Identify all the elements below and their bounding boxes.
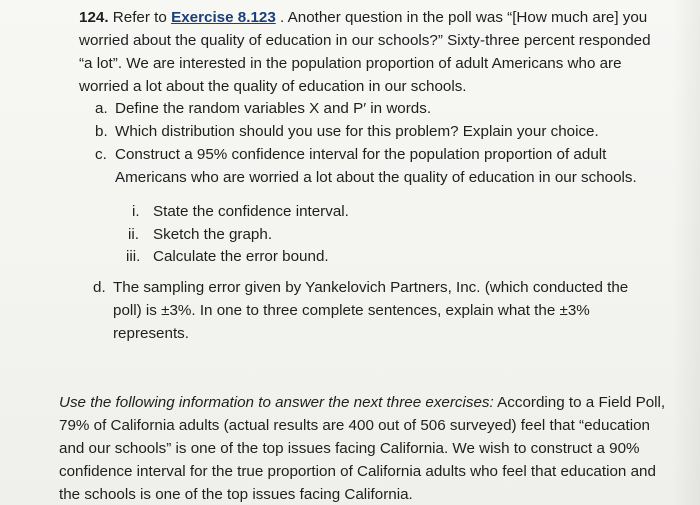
intro-line: “a lot”. We are interested in the population proportion of adult Americans who are [79,55,622,72]
subpart-iii-text: Calculate the error bound. [153,248,329,265]
info-line: the schools is one of the top issues facing California. [59,486,413,503]
subpart-label-ii: ii. [128,226,139,243]
part-label-a: a. [95,100,108,117]
subpart-i-text: State the confidence interval. [153,203,349,220]
intro-line: worried a lot about the quality of education in our schools. [79,78,467,95]
part-b-text: Which distribution should you use for this problem? Explain your choice. [115,123,599,140]
subpart-ii-text: Sketch the graph. [153,226,273,243]
intro-before-link: Refer to [112,9,167,26]
info-line: 79% of California adults (actual results are 400 out of 506 surveyed) feel that “education [59,417,650,434]
intro-line: worried about the quality of education in our schools?” Sixty-three percent responded [79,32,651,49]
intro-after-link: . Another question in the poll was “[How much are] you [280,9,648,26]
part-label-d: d. [93,279,106,296]
problem-first-line [79,6,647,29]
part-d-text: represents. [113,325,189,342]
part-d-text: The sampling error given by Yankelovich Partners, Inc. (which conducted the [113,279,629,296]
part-label-c: c. [95,146,107,163]
part-a-text: Define the random variables X and P′ in words. [115,100,432,117]
info-line: and our schools” is one of the top issues facing California. We wish to construct a 90% [59,440,640,457]
problem-number: 124. [79,9,109,26]
info-lead: Use the following information to answer the next three exercises: [59,394,494,411]
info-first-line [59,391,665,414]
part-label-b: b. [95,123,108,140]
info-first-rest: According to a Field Poll, [497,394,666,411]
subpart-label-i: i. [132,203,140,220]
exercise-link[interactable]: Exercise 8.123 [171,9,276,26]
part-d-text: poll) is ±3%. In one to three complete sentences, explain what the ±3% [113,302,590,319]
subpart-label-iii: iii. [126,248,141,265]
info-line: confidence interval for the true proportion of California adults who feel that education and [59,463,656,480]
part-c-text: Construct a 95% confidence interval for the population proportion of adult [115,146,607,163]
part-c-text: Americans who are worried a lot about the quality of education in our schools. [115,169,637,186]
